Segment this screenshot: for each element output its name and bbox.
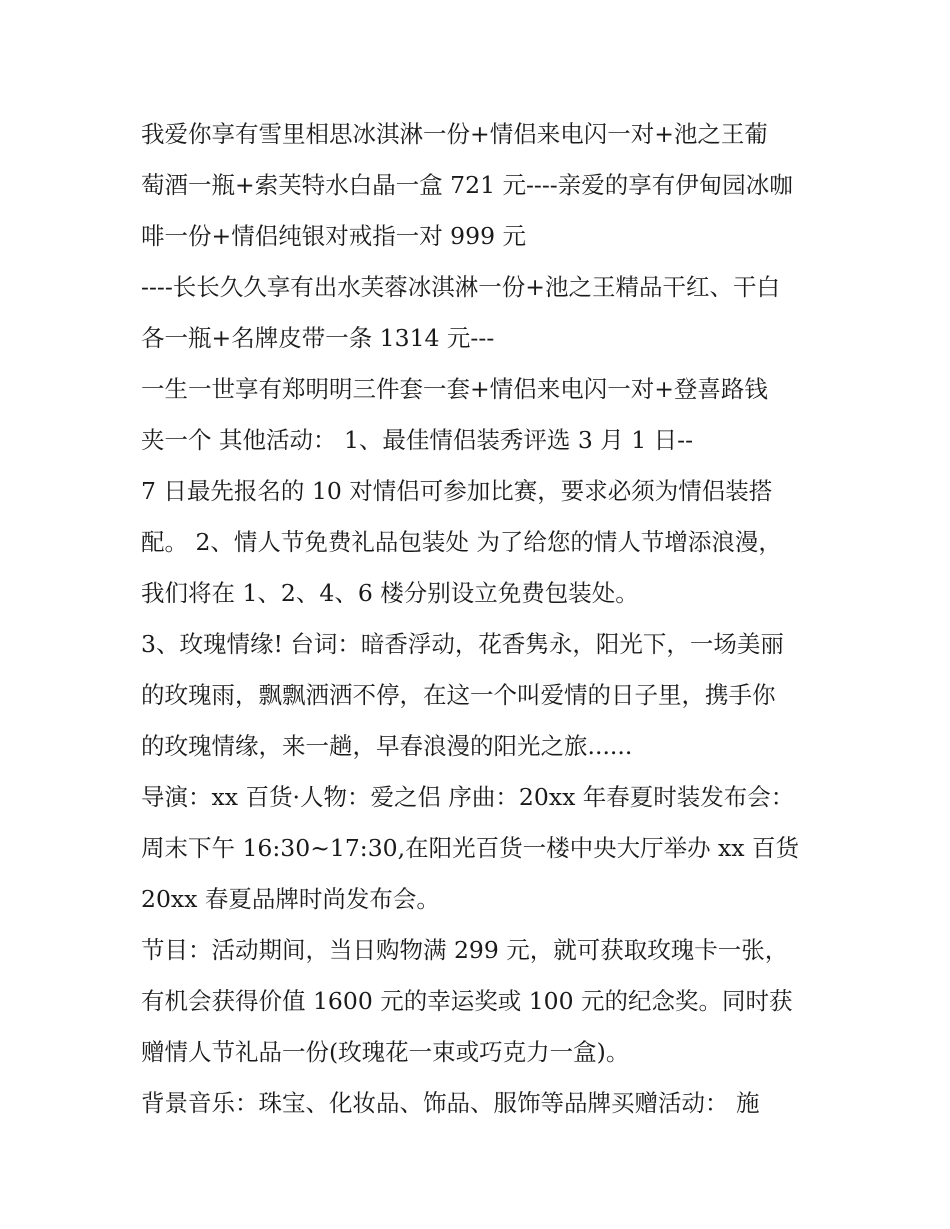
document-body [141,109,821,1129]
text-line: 各一瓶+名牌皮带一条 1314 元--- [141,324,495,352]
text-line: 我爱你享有雪里相思冰淇淋一份+情侣来电闪一对+池之王葡 [141,120,768,148]
text-line: 7 日最先报名的 10 对情侣可参加比赛，要求必须为情侣装搭 [141,477,773,505]
text-line: 我们将在 1、2、4、6 楼分别设立免费包装处。 [141,579,639,607]
text-line: 背景音乐：珠宝、化妆品、饰品、服饰等品牌买赠活动： 施 [141,1089,760,1117]
text-line: 萄酒一瓶+索芙特水白晶一盒 721 元----亲爱的享有伊甸园冰咖 [141,171,793,199]
text-line: 啡一份+情侣纯银对戒指一对 999 元 [141,222,526,250]
text-line: 夹一个 其他活动： 1、最佳情侣装秀评选 3 月 1 日-- [141,426,694,454]
text-line: 有机会获得价值 1600 元的幸运奖或 100 元的纪念奖。同时获 [141,987,793,1015]
text-line: 配。 2、情人节免费礼品包装处 为了给您的情人节增添浪漫， [141,528,782,556]
text-line: ----长长久久享有出水芙蓉冰淇淋一份+池之王精品干红、干白 [141,273,780,301]
text-line: 的玫瑰雨，飘飘洒洒不停，在这一个叫爱情的日子里，携手你 [141,681,776,709]
text-line: 20xx 春夏品牌时尚发布会。 [141,885,440,913]
text-line: 周末下午 16:30~17:30,在阳光百货一楼中央大厅举办 xx 百货 [141,834,800,862]
text-line: 导演：xx 百货·人物：爱之侣 序曲：20xx 年春夏时装发布会： [141,783,795,811]
text-line: 3、玫瑰情缘! 台词：暗香浮动，花香隽永，阳光下，一场美丽 [141,630,784,658]
text-line: 一生一世享有郑明明三件套一套+情侣来电闪一对+登喜路钱 [141,375,768,403]
text-line: 赠情人节礼品一份(玫瑰花一束或巧克力一盒)。 [141,1038,630,1066]
text-line: 的玫瑰情缘，来一趟，早春浪漫的阳光之旅...... [141,732,633,760]
text-line: 节目：活动期间，当日购物满 299 元，就可获取玫瑰卡一张， [141,936,789,964]
